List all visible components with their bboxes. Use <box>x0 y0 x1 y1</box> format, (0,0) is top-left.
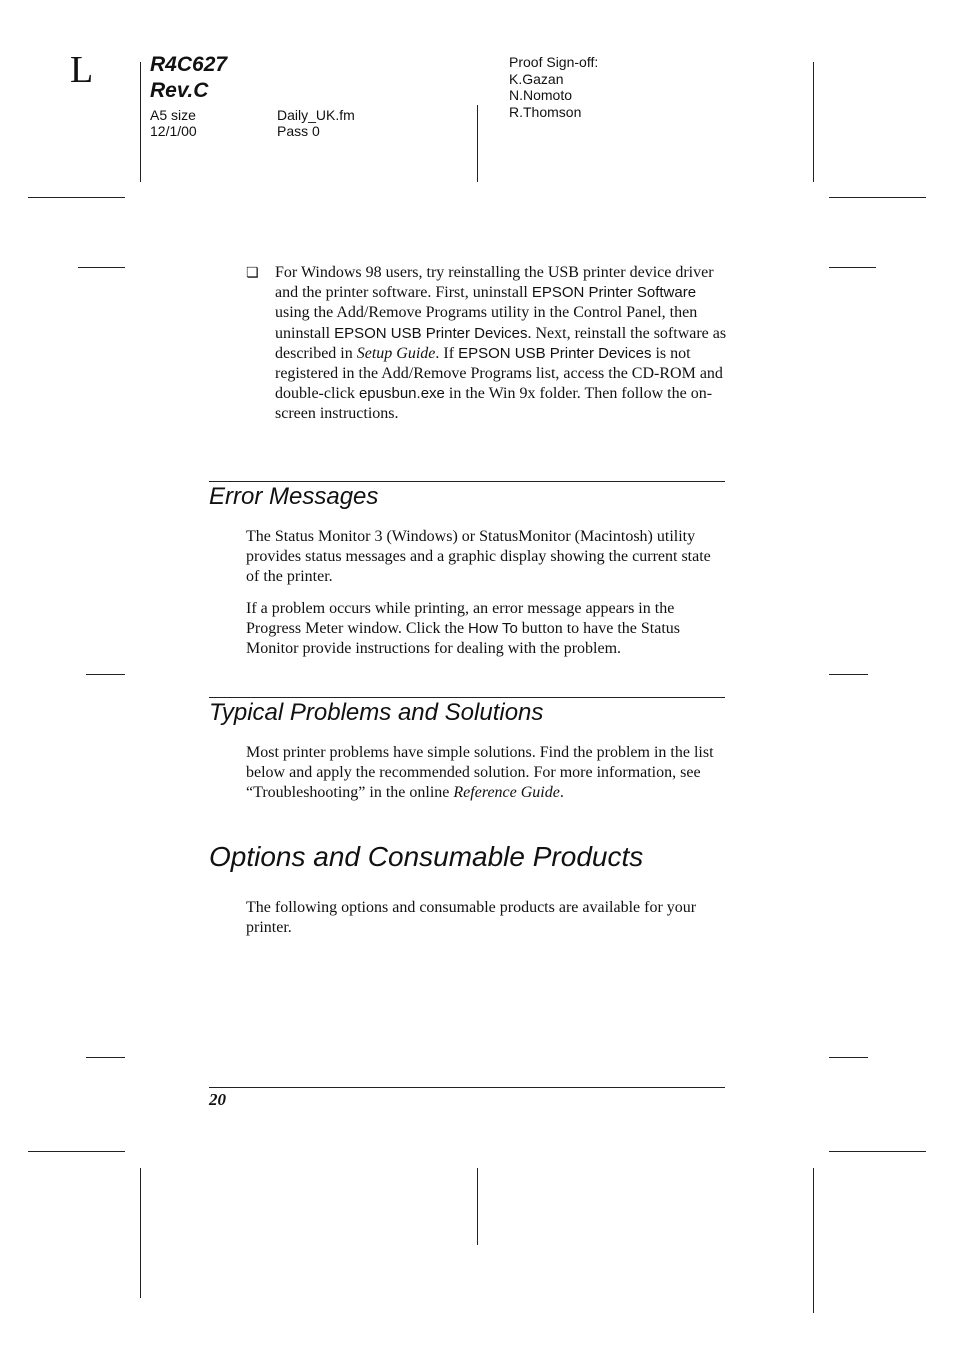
ui-term: EPSON USB Printer Devices <box>458 344 652 362</box>
crop-mark <box>86 674 125 675</box>
paragraph: Most printer problems have simple solutions. Find the problem in the list below and apply the recommended solution. For more information, see “Troubleshooting” in the online Reference Guide. <box>246 744 714 802</box>
book-title: Reference Guide <box>453 784 560 802</box>
book-title: Setup Guide <box>356 344 436 362</box>
crop-mark <box>829 1151 926 1152</box>
section-heading: Error Messages <box>209 483 379 510</box>
crop-mark <box>28 1151 125 1152</box>
signoff-name: K.Gazan <box>509 71 564 87</box>
crop-mark <box>829 1057 868 1058</box>
ui-term: EPSON Printer Software <box>531 284 697 302</box>
ui-term: EPSON USB Printer Devices <box>334 324 528 342</box>
date: 12/1/00 <box>150 123 197 139</box>
signoff-name: N.Nomoto <box>509 87 573 103</box>
paragraph: If a problem occurs while printing, an error message appears in the Progress Meter window. Click the How To button to have the Status Monitor provide instructions for dealing with the problem. <box>246 600 680 658</box>
pass: Pass 0 <box>277 123 320 139</box>
paragraph: The Status Monitor 3 (Windows) or StatusMonitor (Macintosh) utility provides status messages and a graphic display showing the current state of the printer. <box>246 528 711 586</box>
crop-mark <box>813 1168 814 1313</box>
file-name: epusbun.exe <box>358 385 445 403</box>
button-name: How To <box>468 620 518 638</box>
crop-mark <box>829 197 926 198</box>
proof-signoff-title: Proof Sign-off: <box>509 54 599 70</box>
crop-mark <box>813 62 814 182</box>
crop-mark <box>28 197 125 198</box>
corner-letter: L <box>70 49 94 91</box>
page-number: 20 <box>209 1090 226 1109</box>
crop-mark <box>477 1168 478 1245</box>
bullet-paragraph: For Windows 98 users, try reinstalling the USB printer device driver and the printer software. First, uninstall EPSON Printer Software using the Add/Remove Programs utility in the Control Panel, then uninstall EPSON USB Printer Devices. Next, reinstall the software as described in Setup Guide. If EPSON USB Printer Devices is not registered in the Add/Remove Programs list, access the CD-ROM and double-click epusbun.exe in the Win 9x folder. Then follow the on-screen instructions. <box>275 264 727 423</box>
footer-rule <box>209 1087 725 1088</box>
crop-mark <box>829 674 868 675</box>
crop-mark <box>78 267 125 268</box>
crop-mark <box>829 267 876 268</box>
signoff-name: R.Thomson <box>509 104 582 120</box>
paper-size: A5 size <box>150 107 196 123</box>
section-heading: Typical Problems and Solutions <box>209 699 544 726</box>
filename: Daily_UK.fm <box>277 107 355 123</box>
crop-mark <box>140 1168 141 1298</box>
bullet-marker: ❏ <box>246 265 259 281</box>
paragraph: The following options and consumable products are available for your printer. <box>246 899 697 937</box>
crop-mark <box>477 105 478 182</box>
crop-mark <box>86 1057 125 1058</box>
crop-mark <box>140 62 141 182</box>
doc-code: R4C627 <box>150 53 228 76</box>
revision: Rev.C <box>150 79 209 102</box>
chapter-heading: Options and Consumable Products <box>209 841 644 872</box>
